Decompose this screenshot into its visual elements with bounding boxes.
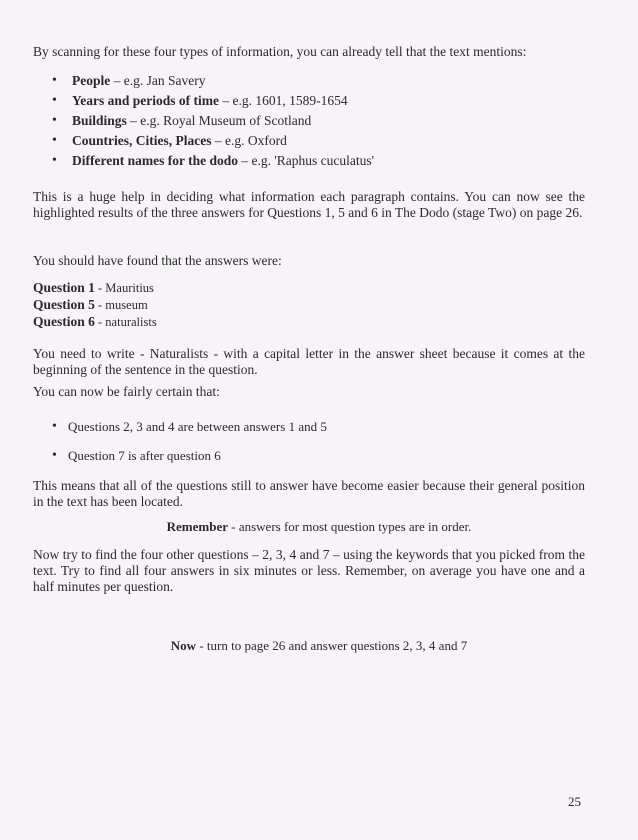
found-paragraph: You should have found that the answers were: <box>33 253 282 268</box>
info-type-example: – e.g. Jan Savery <box>110 73 206 88</box>
info-type-label: Different names for the dodo <box>72 153 238 168</box>
answer-label: Question 6 <box>33 314 95 329</box>
help-paragraph: This is a huge help in deciding what information each paragraph contains. You can now see the highlighted results of the three answers for Questions 1, 5 and 6 in The Dodo (stage Two) on page 26. <box>33 189 585 220</box>
list-item <box>50 111 570 131</box>
list-item: • Question 7 is after question 6 <box>50 441 450 470</box>
remember-label: Remember <box>166 519 228 534</box>
info-type-label: People <box>72 73 111 88</box>
info-type-example: – e.g. 'Raphus cuculatus' <box>237 153 375 168</box>
intro-text: By scanning for these four types of information, you can already tell that the text mentions: <box>33 44 527 59</box>
info-type-example: – e.g. Royal Museum of Scotland <box>126 113 312 128</box>
answer-value: - Mauritius <box>94 281 154 295</box>
remember-text: - answers for most question types are in order. <box>228 519 472 534</box>
list-item <box>50 91 570 111</box>
certain-paragraph: You can now be fairly certain that: <box>33 384 220 399</box>
try-paragraph: Now try to find the four other questions – 2, 3, 4 and 7 – using the keywords that you picked from the text. Try to find all four answers in six minutes or less. Remember, on average you have one and a half minutes per question. <box>33 547 585 594</box>
question-positions-list <box>50 412 450 470</box>
answer-row <box>33 313 157 330</box>
answer-row <box>33 279 157 296</box>
info-types-list <box>50 71 570 171</box>
info-type-label: Buildings <box>72 113 127 128</box>
answer-value: - museum <box>94 298 148 312</box>
list-item <box>50 151 570 171</box>
list-item <box>50 131 570 151</box>
means-paragraph: This means that all of the questions still to answer have become easier because their general position in the text has been located. <box>33 478 585 509</box>
write-paragraph: You need to write - Naturalists - with a capital letter in the answer sheet because it comes at the beginning of the sentence in the question. <box>33 346 585 377</box>
answers-list <box>33 279 157 330</box>
now-text: - turn to page 26 and answer questions 2, 3, 4 and 7 <box>196 638 468 653</box>
now-instruction <box>0 638 638 654</box>
now-label: Now <box>170 638 197 653</box>
list-item <box>50 71 570 91</box>
answer-label: Question 5 <box>33 297 95 312</box>
list-item: • Questions 2, 3 and 4 are between answers 1 and 5 <box>50 412 450 441</box>
info-type-label: Countries, Cities, Places <box>72 133 212 148</box>
info-type-example: – e.g. Oxford <box>211 133 287 148</box>
answer-value: - naturalists <box>94 315 157 329</box>
info-type-example: – e.g. 1601, 1589-1654 <box>219 93 348 108</box>
remember-note <box>0 519 638 535</box>
info-type-label: Years and periods of time <box>72 93 219 108</box>
answer-label: Question 1 <box>33 280 95 295</box>
page-number: 25 <box>568 794 581 809</box>
answer-row <box>33 296 157 313</box>
